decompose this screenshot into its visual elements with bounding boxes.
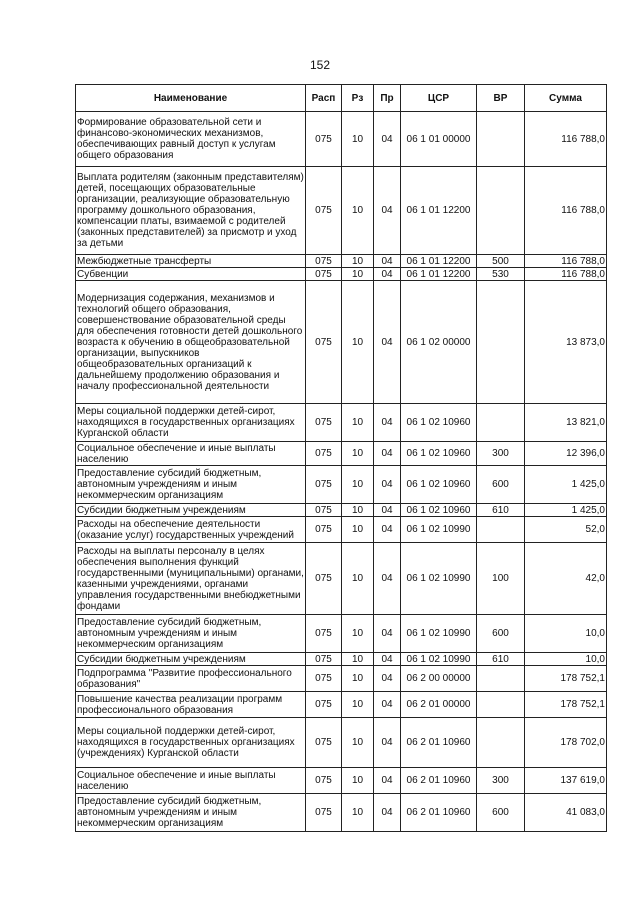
row-pr: 04 (374, 543, 401, 615)
table-row (76, 112, 607, 167)
row-name: Модернизация содержания, механизмов и технологий общего образования, совершенствование образовательной среды для обеспечения готовности детей дошкольного возраста к обучению в общеобразовательной организации, выпускников общеобразовательных организаций к дальнейшему продолжению образования и началу профессиональной деятельности (76, 281, 306, 404)
row-rz: 10 (342, 517, 374, 543)
row-rasp: 075 (306, 466, 342, 504)
row-rz: 10 (342, 718, 374, 768)
row-pr: 04 (374, 692, 401, 718)
row-sum: 10,0 (525, 615, 607, 653)
row-csr: 06 1 02 10960 (401, 404, 477, 442)
row-vr: 530 (477, 268, 525, 281)
row-name: Субсидии бюджетным учреждениям (76, 653, 306, 666)
row-rz: 10 (342, 466, 374, 504)
row-pr: 04 (374, 466, 401, 504)
table-row (76, 768, 607, 794)
row-rasp: 075 (306, 718, 342, 768)
row-rasp: 075 (306, 653, 342, 666)
row-vr: 500 (477, 255, 525, 268)
row-name: Меры социальной поддержки детей-сирот, находящихся в государственных организациях Курганской области (76, 404, 306, 442)
row-vr (477, 666, 525, 692)
row-pr: 04 (374, 167, 401, 255)
column-header-csr: ЦСР (401, 85, 477, 112)
row-rasp: 075 (306, 692, 342, 718)
row-sum: 12 396,0 (525, 442, 607, 466)
row-csr: 06 1 02 10960 (401, 442, 477, 466)
row-rasp: 075 (306, 768, 342, 794)
row-csr: 06 1 02 10990 (401, 653, 477, 666)
row-vr (477, 692, 525, 718)
table-row (76, 718, 607, 768)
row-name: Выплата родителям (законным представителям) детей, посещающих образовательные организации, реализующие образовательную программу дошкольного образования, компенсации платы, взимаемой с родителей (законных представителей) за присмотр и уход за детьми (76, 167, 306, 255)
row-sum: 178 752,1 (525, 692, 607, 718)
row-rz: 10 (342, 794, 374, 832)
row-sum: 41 083,0 (525, 794, 607, 832)
row-csr: 06 1 02 10960 (401, 504, 477, 517)
table-row (76, 692, 607, 718)
row-sum: 178 702,0 (525, 718, 607, 768)
row-sum: 13 821,0 (525, 404, 607, 442)
row-rz: 10 (342, 112, 374, 167)
row-vr: 610 (477, 504, 525, 517)
column-header-name: Наименование (76, 85, 306, 112)
row-sum: 116 788,0 (525, 167, 607, 255)
row-rasp: 075 (306, 404, 342, 442)
row-rz: 10 (342, 167, 374, 255)
row-name: Субвенции (76, 268, 306, 281)
row-csr: 06 1 01 12200 (401, 255, 477, 268)
row-sum: 1 425,0 (525, 504, 607, 517)
row-rasp: 075 (306, 517, 342, 543)
row-rz: 10 (342, 692, 374, 718)
row-sum: 116 788,0 (525, 112, 607, 167)
table-row (76, 442, 607, 466)
row-csr: 06 2 01 00000 (401, 692, 477, 718)
row-vr: 600 (477, 794, 525, 832)
row-vr (477, 112, 525, 167)
row-pr: 04 (374, 268, 401, 281)
row-rasp: 075 (306, 268, 342, 281)
column-header-sum: Сумма (525, 85, 607, 112)
table-row (76, 404, 607, 442)
row-name: Социальное обеспечение и иные выплаты населению (76, 768, 306, 794)
row-sum: 137 619,0 (525, 768, 607, 794)
row-rasp: 075 (306, 615, 342, 653)
row-name: Подпрограмма "Развитие профессионального образования" (76, 666, 306, 692)
row-pr: 04 (374, 504, 401, 517)
table-row (76, 466, 607, 504)
row-vr (477, 167, 525, 255)
row-vr (477, 404, 525, 442)
budget-table (75, 84, 607, 832)
row-vr (477, 718, 525, 768)
row-name: Предоставление субсидий бюджетным, автономным учреждениям и иным некоммерческим организациям (76, 794, 306, 832)
row-pr: 04 (374, 112, 401, 167)
row-rz: 10 (342, 504, 374, 517)
row-csr: 06 1 02 10990 (401, 615, 477, 653)
row-rasp: 075 (306, 666, 342, 692)
row-csr: 06 1 01 12200 (401, 167, 477, 255)
row-pr: 04 (374, 718, 401, 768)
row-pr: 04 (374, 768, 401, 794)
row-name: Социальное обеспечение и иные выплаты населению (76, 442, 306, 466)
row-pr: 04 (374, 255, 401, 268)
row-sum: 13 873,0 (525, 281, 607, 404)
row-csr: 06 1 02 00000 (401, 281, 477, 404)
row-name: Предоставление субсидий бюджетным, автономным учреждениям и иным некоммерческим организациям (76, 466, 306, 504)
table-row (76, 517, 607, 543)
row-rz: 10 (342, 268, 374, 281)
row-rz: 10 (342, 442, 374, 466)
row-rz: 10 (342, 653, 374, 666)
row-rz: 10 (342, 768, 374, 794)
row-rz: 10 (342, 666, 374, 692)
row-pr: 04 (374, 442, 401, 466)
row-name: Меры социальной поддержки детей-сирот, находящихся в государственных организациях (учреждениях) Курганской области (76, 718, 306, 768)
row-name: Формирование образовательной сети и финансово-экономических механизмов, обеспечивающих равный доступ к услугам общего образования (76, 112, 306, 167)
row-csr: 06 1 02 10990 (401, 543, 477, 615)
table-row (76, 167, 607, 255)
row-pr: 04 (374, 666, 401, 692)
row-rasp: 075 (306, 543, 342, 615)
row-csr: 06 2 01 10960 (401, 794, 477, 832)
column-header-rz: Рз (342, 85, 374, 112)
table-row (76, 255, 607, 268)
row-name: Межбюджетные трансферты (76, 255, 306, 268)
row-csr: 06 1 01 00000 (401, 112, 477, 167)
row-vr: 610 (477, 653, 525, 666)
table-row (76, 268, 607, 281)
row-sum: 10,0 (525, 653, 607, 666)
row-pr: 04 (374, 615, 401, 653)
row-name: Субсидии бюджетным учреждениям (76, 504, 306, 517)
row-vr: 100 (477, 543, 525, 615)
row-sum: 42,0 (525, 543, 607, 615)
row-csr: 06 2 00 00000 (401, 666, 477, 692)
row-sum: 116 788,0 (525, 268, 607, 281)
table-row (76, 543, 607, 615)
table-row (76, 504, 607, 517)
row-rz: 10 (342, 404, 374, 442)
row-csr: 06 1 02 10990 (401, 517, 477, 543)
row-pr: 04 (374, 517, 401, 543)
column-header-rasp: Расп (306, 85, 342, 112)
row-rasp: 075 (306, 167, 342, 255)
row-name: Расходы на обеспечение деятельности (оказание услуг) государственных учреждений (76, 517, 306, 543)
row-rz: 10 (342, 615, 374, 653)
row-vr: 600 (477, 615, 525, 653)
row-csr: 06 2 01 10960 (401, 718, 477, 768)
table-header-row (76, 85, 607, 112)
row-sum: 1 425,0 (525, 466, 607, 504)
column-header-pr: Пр (374, 85, 401, 112)
page-number: 152 (309, 58, 331, 72)
row-vr (477, 517, 525, 543)
row-vr: 600 (477, 466, 525, 504)
row-rasp: 075 (306, 442, 342, 466)
table-row (76, 615, 607, 653)
row-rz: 10 (342, 543, 374, 615)
row-vr: 300 (477, 442, 525, 466)
row-rasp: 075 (306, 794, 342, 832)
row-name: Расходы на выплаты персоналу в целях обеспечения выполнения функций государственными (муниципальными) органами, казенными учреждениями, органами управления государственными внебюджетными фондами (76, 543, 306, 615)
row-vr (477, 281, 525, 404)
row-name: Предоставление субсидий бюджетным, автономным учреждениям и иным некоммерческим организациям (76, 615, 306, 653)
row-pr: 04 (374, 794, 401, 832)
row-sum: 116 788,0 (525, 255, 607, 268)
table-row (76, 666, 607, 692)
row-csr: 06 1 01 12200 (401, 268, 477, 281)
row-vr: 300 (477, 768, 525, 794)
row-name: Повышение качества реализации программ профессионального образования (76, 692, 306, 718)
row-sum: 178 752,1 (525, 666, 607, 692)
table-row (76, 281, 607, 404)
row-rasp: 075 (306, 504, 342, 517)
row-pr: 04 (374, 404, 401, 442)
row-rasp: 075 (306, 255, 342, 268)
row-pr: 04 (374, 653, 401, 666)
row-rz: 10 (342, 281, 374, 404)
table-row (76, 653, 607, 666)
table-row (76, 794, 607, 832)
row-rz: 10 (342, 255, 374, 268)
row-pr: 04 (374, 281, 401, 404)
row-rasp: 075 (306, 112, 342, 167)
row-csr: 06 2 01 10960 (401, 768, 477, 794)
row-rasp: 075 (306, 281, 342, 404)
row-csr: 06 1 02 10960 (401, 466, 477, 504)
column-header-vr: ВР (477, 85, 525, 112)
row-sum: 52,0 (525, 517, 607, 543)
